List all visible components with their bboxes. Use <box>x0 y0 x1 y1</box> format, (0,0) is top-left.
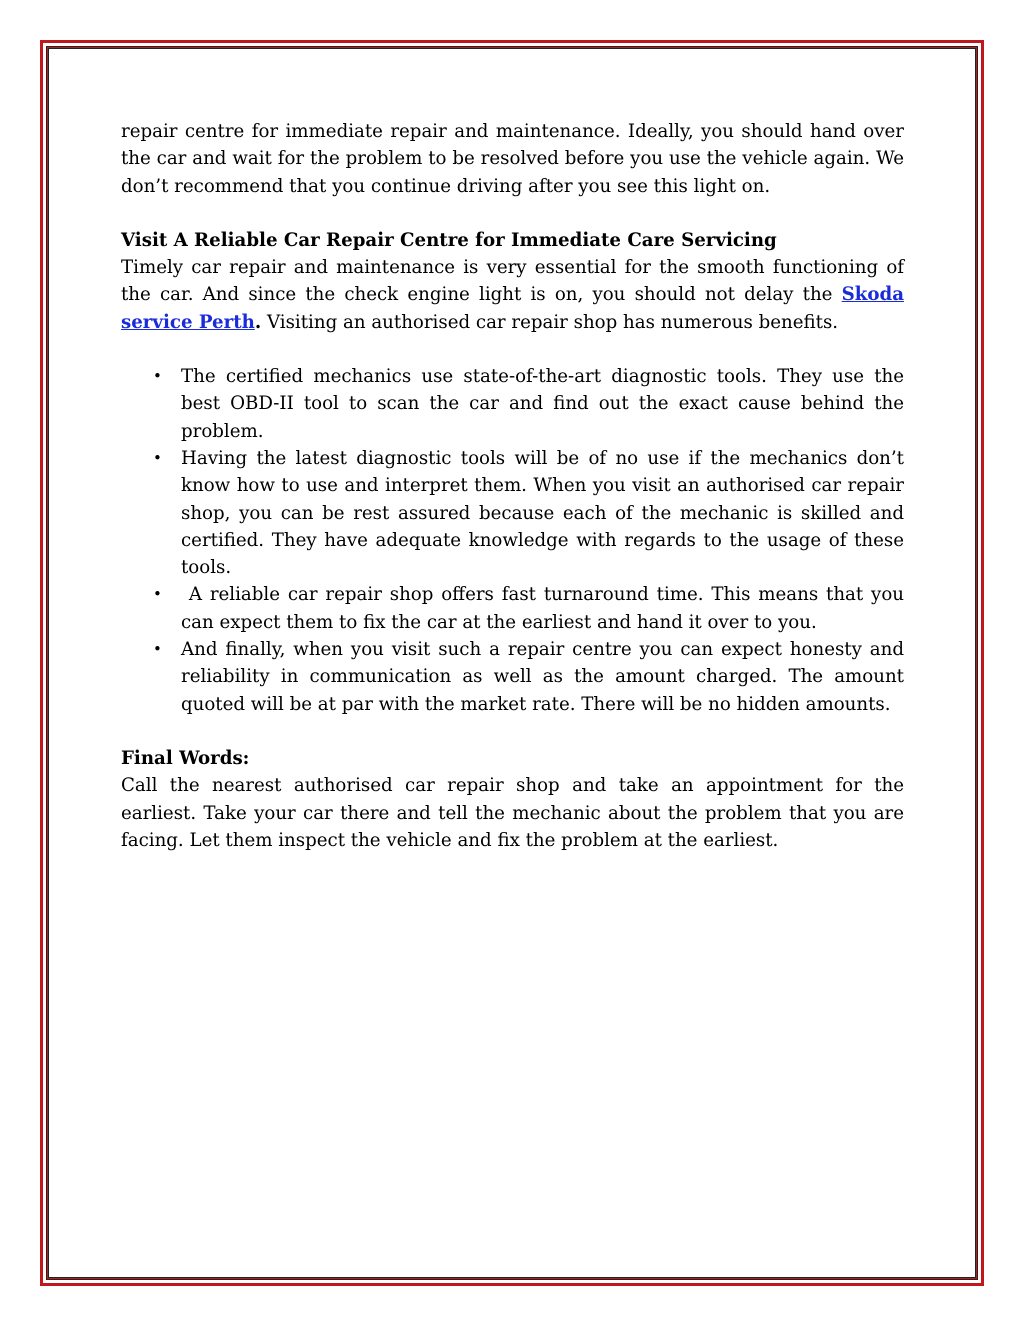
list-item-text: And finally, when you visit such a repair centre you can expect honesty and reliability in communication as well as the amount charged. The amount quoted will be at par with the market rate. There will be no hidden amounts. <box>181 639 904 715</box>
list-item <box>121 363 904 445</box>
spacer <box>121 336 904 363</box>
section-paragraph <box>121 254 904 336</box>
section-heading-visit-repair-centre: Visit A Reliable Car Repair Centre for Immediate Care Servicing <box>121 229 777 251</box>
document-content <box>121 118 904 854</box>
section-paragraph-text-end: Visiting an authorised car repair shop has numerous benefits. <box>261 311 839 333</box>
benefits-list <box>121 363 904 718</box>
list-item-text: The certified mechanics use state-of-the-art diagnostic tools. They use the best OBD-II tool to scan the car and find out the exact cause behind the problem. <box>181 366 904 442</box>
final-words-paragraph: Call the nearest authorised car repair shop and take an appointment for the earliest. Take your car there and tell the mechanic about the problem that you are facing. Let them inspect the vehicle and fix the problem at the earliest. <box>121 775 904 851</box>
section-paragraph-text: Timely car repair and maintenance is very essential for the smooth functioning of the car. And since the check engine light is on, you should not delay the <box>121 257 904 306</box>
list-item-text: Having the latest diagnostic tools will be of no use if the mechanics don’t know how to use and interpret them. When you visit an authorised car repair shop, you can be rest assured because each of the mechanic is skilled and certified. They have adequate knowledge with regards to the usage of these tools. <box>181 447 904 579</box>
bullet-icon: • <box>153 585 162 604</box>
list-item <box>121 445 904 581</box>
bullet-icon: • <box>153 640 162 659</box>
link-period: . <box>254 311 262 333</box>
spacer <box>121 200 904 227</box>
spacer <box>121 718 904 745</box>
bullet-icon: • <box>153 367 162 386</box>
list-item-text: A reliable car repair shop offers fast turnaround time. This means that you can expect them to fix the car at the earliest and hand it over to you. <box>181 584 904 633</box>
skoda-service-perth-link[interactable]: Skoda service Perth <box>121 284 904 333</box>
list-item <box>121 581 904 636</box>
bullet-icon: • <box>153 448 162 467</box>
intro-paragraph: repair centre for immediate repair and maintenance. Ideally, you should hand over the car and wait for the problem to be resolved before you use the vehicle again. We don’t recommend that you continue driving after you see this light on. <box>121 121 904 197</box>
final-words-heading: Final Words: <box>121 747 250 769</box>
list-item <box>121 636 904 718</box>
